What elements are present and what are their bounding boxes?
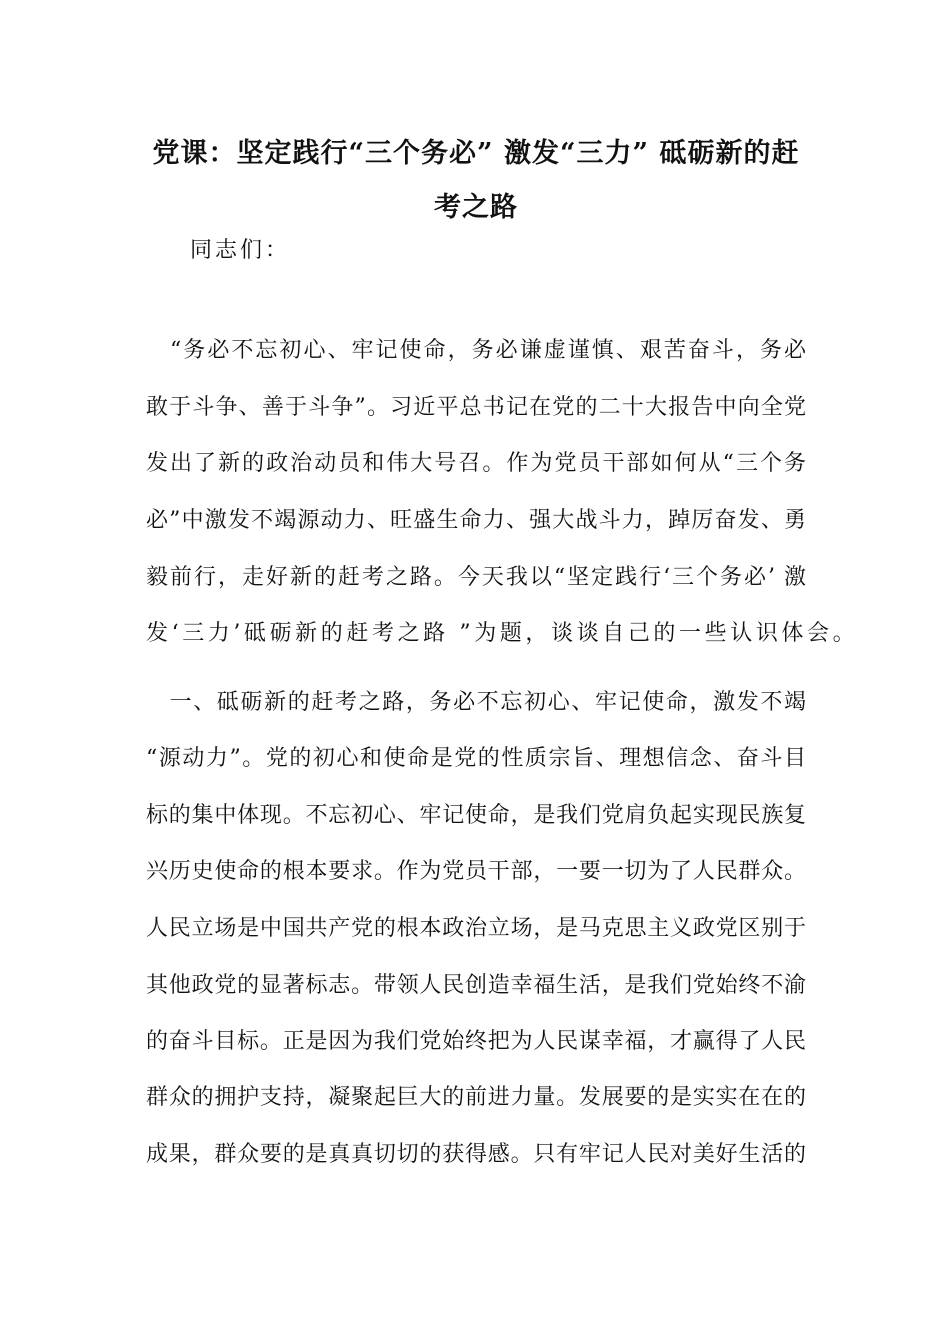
paragraph-line: 敢于斗争、善于斗争”。习近平总书记在党的二十大报告中向全党: [146, 395, 806, 420]
paragraph-line: 的奋斗目标。正是因为我们党始终把为人民谋幸福，才赢得了人民: [146, 1029, 806, 1054]
paragraph-line: 必”中激发不竭源动力、旺盛生命力、强大战斗力，踔厉奋发、勇: [146, 508, 806, 533]
document-title: 党课：坚定践行“三个务必” 激发“三力” 砥砺新的赶考之路: [152, 138, 800, 223]
paragraph-line: 其他政党的显著标志。带领人民创造幸福生活，是我们党始终不渝: [146, 973, 806, 998]
paragraph-line: 一、砥砺新的赶考之路，务必不忘初心、牢记使命，激发不竭: [146, 690, 806, 715]
paragraph-line: 成果，群众要的是真真切切的获得感。只有牢记人民对美好生活的: [146, 1142, 806, 1167]
paragraph-line: 兴历史使命的根本要求。作为党员干部，一要一切为了人民群众。: [146, 859, 806, 884]
salutation: 同志们：: [190, 238, 291, 263]
paragraph-line: 毅前行，走好新的赶考之路。今天我以“坚定践行‘三个务必’ 激: [146, 565, 806, 590]
paragraph-line: “务必不忘初心、牢记使命，务必谦虚谨慎、艰苦奋斗，务必: [146, 338, 806, 363]
paragraph-line: 人民立场是中国共产党的根本政治立场，是马克思主义政党区别于: [146, 916, 806, 941]
paragraph-line: 发出了新的政治动员和伟大号召。作为党员干部如何从“三个务: [146, 451, 806, 476]
paragraph-line: 群众的拥护支持，凝聚起巨大的前进力量。发展要的是实实在在的: [146, 1085, 806, 1110]
paragraph-line: 发‘三力’砥砺新的赶考之路 ”为题，谈谈自己的一些认识体会。: [146, 621, 859, 646]
paragraph-line: 标的集中体现。不忘初心、牢记使命，是我们党肩负起实现民族复: [146, 803, 806, 828]
paragraph-line: “源动力”。党的初心和使命是党的性质宗旨、理想信念、奋斗目: [146, 746, 806, 771]
